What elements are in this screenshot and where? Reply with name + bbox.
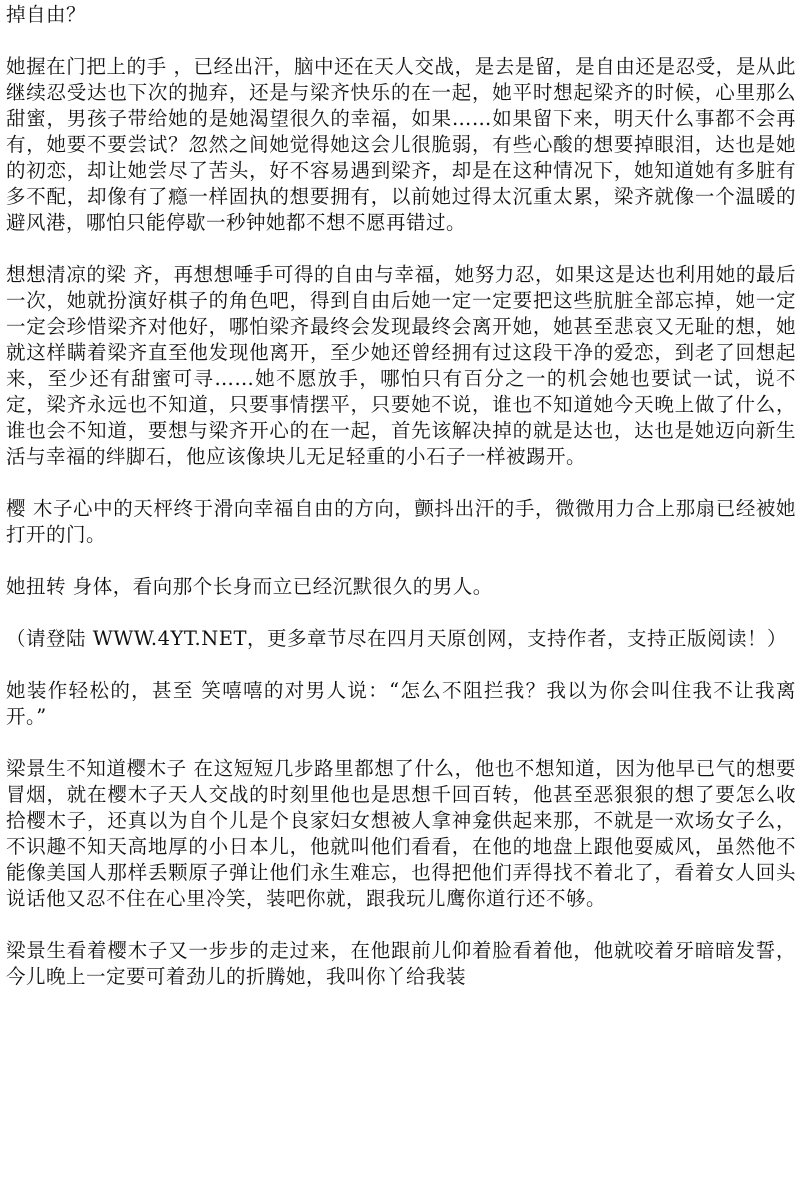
paragraph-4: 她扭转 身体，看向那个长身而立已经沉默很久的男人。	[6, 575, 493, 598]
paragraph-1: 她握在门把上的手 ，已经出汗，脑中还在天人交战，是去是留，是自由还是忍受，是从此继续忍受达也下次的抛弃，还是与梁齐快乐的在一起，她平时想起梁齐的时候，心里那么甜蜜，男孩子带给她的是她渴望很久的幸福，如果……如果留下来，明天什么事都不会再有，她要不要尝试？忽然之间她觉得她这会儿很脆弱，有些心酸的想要掉眼泪，达也是她的初恋，却让她尝尽了苦头，好不容易遇到梁齐，却是在这种情况下，她知道她有多脏有多不配，却像有了瘾一样固执的想要拥有，以前她过得太沉重太累，梁齐就像一个温暖的避风港，哪怕只能停歇一秒钟她都不想不愿再错过。	[6, 55, 796, 234]
chapter-heading: 掉自由？	[6, 3, 87, 26]
paragraph-8: 梁景生看着樱木子又一步步的走过来，在他跟前儿仰着脸看着他，他就咬着牙暗暗发誓，今儿晚上一定要可着劲儿的折腾她，我叫你丫给我装	[6, 939, 796, 988]
paragraph-7: 梁景生不知道樱木子 在这短短几步路里都想了什么，他也不想知道，因为他早已气的想要冒烟，就在樱木子天人交战的时刻里他也是思想千回百转，他甚至恶狠狠的想了要怎么收拾樱木子，还真以为自个儿是个良家妇女想被人拿神龛供起来那，不就是一欢场女子么，不识趣不知天高地厚的小日本儿，他就叫他们看看，在他的地盘上跟他耍威风，虽然他不能像美国人那样丢颗原子弹让他们永生难忘，也得把他们弄得找不着北了，看着女人回头说话他又忍不住在心里冷笑，装吧你就，跟我玩儿鹰你道行还不够。	[6, 757, 796, 910]
paragraph-3: 樱 木子心中的天枰终于滑向幸福自由的方向，颤抖出汗的手，微微用力合上那扇已经被她打开的门。	[6, 497, 796, 546]
site-notice-paragraph: （请登陆 WWW.4YT.NET，更多章节尽在四月天原创网，支持作者，支持正版阅读！）	[6, 627, 788, 650]
paragraph-2: 想想清凉的梁 齐，再想想唾手可得的自由与幸福，她努力忍，如果这是达也利用她的最后一次，她就扮演好棋子的角色吧，得到自由后她一定一定要把这些肮脏全部忘掉，她一定一定会珍惜梁齐对他好，哪怕梁齐最终会发现最终会离开她，她甚至悲哀又无耻的想，她就这样瞒着梁齐直至他发现他离开，至少她还曾经拥有过这段干净的爱恋，到老了回想起来，至少还有甜蜜可寻……她不愿放手，哪怕只有百分之一的机会她也要试一试，说不定，梁齐永远也不知道，只要事情摆平，只要她不说，谁也不知道她今天晚上做了什么，谁也会不知道，要想与梁齐开心的在一起，首先该解决掉的就是达也，达也是她迈向新生活与幸福的绊脚石，他应该像块儿无足轻重的小石子一样被踢开。	[6, 263, 796, 468]
paragraph-6: 她装作轻松的，甚至 笑嘻嘻的对男人说：“怎么不阻拦我？我以为你会叫住我不让我离开。”	[6, 679, 796, 728]
